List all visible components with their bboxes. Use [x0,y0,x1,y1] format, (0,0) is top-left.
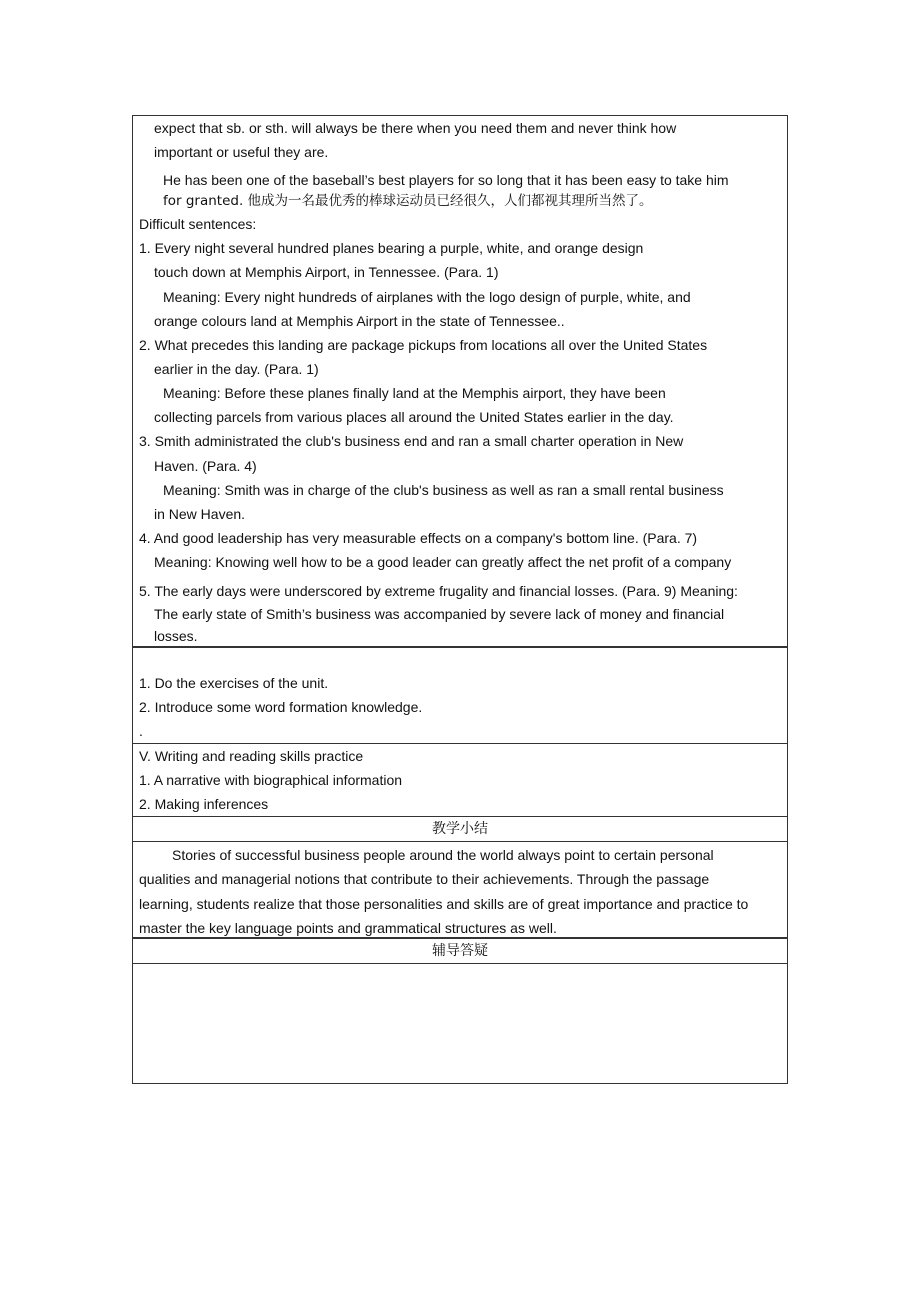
list-item: 1. A narrative with biographical information [139,772,403,788]
summary-line: qualities and managerial notions that contribute to their achievements. Through the passage [139,871,710,887]
summary-cell [132,841,788,939]
sentence-meaning: Meaning: Every night hundreds of airplanes with the logo design of purple, white, and [163,289,691,305]
sentence-meaning: in New Haven. [154,506,246,522]
qa-heading: 辅导答疑 [432,943,488,959]
sentence-meaning: Meaning: Knowing well how to be a good leader can greatly affect the net profit of a company [154,554,732,570]
sentence-item: 4. And good leadership has very measurable effects on a company's bottom line. (Para. 7) [139,530,698,546]
sentence-item: 1. Every night several hundred planes bearing a purple, white, and orange design [139,240,644,256]
section-heading: Difficult sentences: [139,216,257,232]
difficult-sentences-cell [132,115,788,648]
exercises-cell [132,646,788,744]
example-sentence: He has been one of the baseball’s best players for so long that it has been easy to take him [163,172,729,188]
sentence-meaning: losses. [154,628,198,644]
summary-line: master the key language points and grammatical structures as well. [139,920,557,936]
sentence-item: Haven. (Para. 4) [154,458,257,474]
sentence-meaning: orange colours land at Memphis Airport in the state of Tennessee.. [154,313,565,329]
list-item: . [139,723,143,739]
list-item: 2. Introduce some word formation knowledge. [139,699,423,715]
summary-heading: 教学小结 [432,821,488,837]
writing-skills-cell [132,743,788,817]
sentence-meaning: collecting parcels from various places all around the United States earlier in the day. [154,409,674,425]
text-line: important or useful they are. [154,144,329,160]
sentence-meaning: Meaning: Before these planes finally land at the Memphis airport, they have been [163,385,666,401]
summary-line: Stories of successful business people around the world always point to certain personal [172,847,714,863]
example-sentence: for granted. 他成为一名最优秀的棒球运动员已经很久，人们都视其理所当然了。 [163,193,653,209]
qa-body-cell [132,963,788,1084]
summary-heading-cell [132,816,788,842]
sentence-item: earlier in the day. (Para. 1) [154,361,319,377]
sentence-meaning: The early state of Smith’s business was accompanied by severe lack of money and financial [154,606,725,622]
sentence-item: touch down at Memphis Airport, in Tennessee. (Para. 1) [154,264,499,280]
section-heading: V. Writing and reading skills practice [139,748,364,764]
sentence-item: 5. The early days were underscored by extreme frugality and financial losses. (Para. 9) Meaning: [139,583,738,599]
sentence-item: 2. What precedes this landing are package pickups from locations all over the United States [139,337,708,353]
list-item: 2. Making inferences [139,796,269,812]
summary-line: learning, students realize that those personalities and skills are of great importance and practice to [139,896,749,912]
list-item: 1. Do the exercises of the unit. [139,675,329,691]
qa-heading-cell [132,937,788,964]
sentence-meaning: Meaning: Smith was in charge of the club's business as well as ran a small rental business [163,482,724,498]
text-line: expect that sb. or sth. will always be there when you need them and never think how [154,120,677,136]
sentence-item: 3. Smith administrated the club's business end and ran a small charter operation in New [139,433,684,449]
